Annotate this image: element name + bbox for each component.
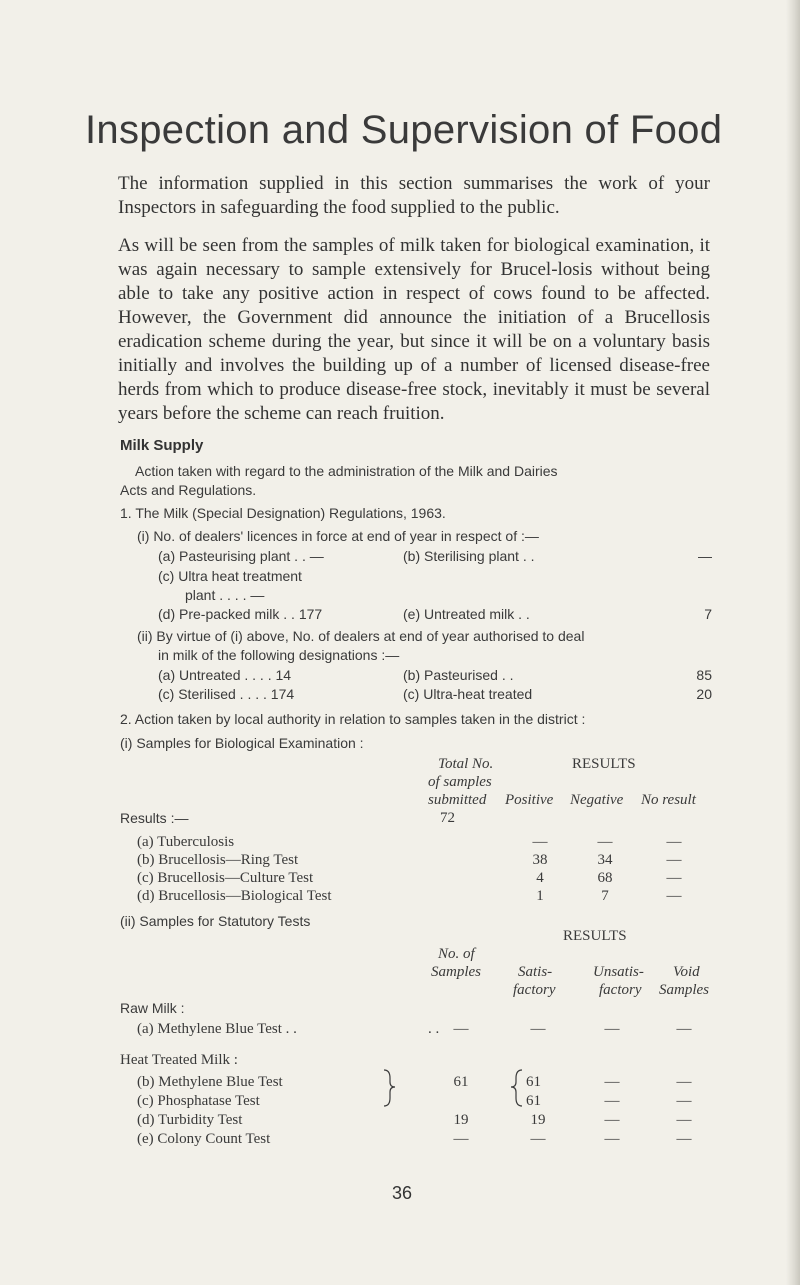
negative-cell: 68 [597, 870, 613, 886]
void-cell: — [676, 1112, 692, 1128]
page-edge-shadow [786, 0, 800, 1285]
negative-cell: — [597, 834, 613, 850]
right-brace-glyph [384, 1070, 395, 1106]
regulations-title: 1. The Milk (Special Designation) Regulations, 1963. [120, 505, 446, 521]
col-unsatisfactory-line-1: Unsatis- [593, 964, 644, 980]
statutory-tests-heading: (ii) Samples for Statutory Tests [120, 913, 311, 929]
no-result-cell: — [666, 852, 682, 868]
untreated-row: (a) Untreated . . . . 14 [158, 667, 292, 683]
biological-exam-heading: (i) Samples for Biological Examination : [120, 735, 364, 751]
no-of-samples-cell: — [453, 1131, 469, 1147]
col-total-no-line-2: of samples [428, 774, 492, 790]
negative-cell: 7 [601, 888, 609, 904]
satisfactory-cell: 61 [526, 1074, 541, 1090]
unsatisfactory-cell: — [604, 1131, 620, 1147]
positive-cell: 38 [532, 852, 548, 868]
satisfactory-cell: — [530, 1021, 546, 1037]
positive-cell: — [532, 834, 548, 850]
col-satisfactory-line-1: Satis- [518, 964, 553, 980]
left-brace-glyph [511, 1070, 522, 1106]
satisfactory-cell: 19 [530, 1112, 546, 1128]
unsatisfactory-cell: — [604, 1074, 620, 1090]
row-label: (c) Brucellosis—Culture Test [137, 870, 314, 886]
row-label: (d) Turbidity Test [137, 1112, 243, 1128]
total-samples-value: 72 [440, 810, 455, 826]
page-title: Inspection and Supervision of Food [85, 108, 723, 152]
col-no-of-line-1: No. of [438, 946, 475, 962]
row-label: (d) Brucellosis—Biological Test [137, 888, 332, 904]
col-negative: Negative [570, 792, 624, 808]
row-label: (c) Phosphatase Test [137, 1093, 260, 1109]
col-void-line-2: Samples [659, 982, 709, 998]
negative-cell: 34 [597, 852, 613, 868]
void-cell: — [676, 1074, 692, 1090]
row-label: (b) Methylene Blue Test [137, 1074, 283, 1090]
no-result-cell: — [666, 834, 682, 850]
ultra-heat-treated-label: (c) Ultra-heat treated [403, 686, 533, 702]
col-total-no-line-1: Total No. [438, 756, 494, 772]
statutory-results-header: RESULTS [563, 928, 627, 944]
void-cell: — [676, 1021, 692, 1037]
unsatisfactory-cell: — [604, 1093, 620, 1109]
col-no-of-line-2: Samples [431, 964, 481, 980]
intro-paragraph-1: The information supplied in this section summarises the work of your Inspectors in safeguarding the food supplied to the public. [118, 173, 710, 218]
row-label: (b) Brucellosis—Ring Test [137, 852, 299, 868]
unsatisfactory-cell: — [604, 1021, 620, 1037]
row-label: (a) Tuberculosis [137, 834, 235, 850]
pasteurised-label: (b) Pasteurised . . [403, 667, 514, 683]
results-header: RESULTS [572, 756, 636, 772]
milk-supply-heading: Milk Supply [120, 437, 204, 454]
col-unsatisfactory-line-2: factory [599, 982, 642, 998]
col-satisfactory-line-2: factory [513, 982, 556, 998]
section-2-heading: 2. Action taken by local authority in relation to samples taken in the district : [120, 711, 586, 727]
col-total-no-line-3: submitted [428, 792, 487, 808]
no-of-samples-cell: 61 [453, 1074, 469, 1090]
raw-milk-label: Raw Milk : [120, 1000, 185, 1016]
designations-line-1: (ii) By virtue of (i) above, No. of dealers at end of year authorised to deal [137, 628, 585, 644]
ultra-heat-label-1: (c) Ultra heat treatment [158, 568, 302, 584]
row-label: (e) Colony Count Test [137, 1131, 271, 1147]
ultra-heat-treated-value: 20 [696, 686, 712, 702]
positive-cell: 1 [536, 888, 544, 904]
no-result-cell: — [666, 870, 682, 886]
no-result-cell: — [666, 888, 682, 904]
satisfactory-cell: 61 [526, 1093, 541, 1109]
no-of-samples-cell: — [453, 1021, 469, 1037]
untreated-milk-value: 7 [704, 606, 712, 622]
col-positive: Positive [505, 792, 554, 808]
untreated-milk-label: (e) Untreated milk . . [403, 606, 530, 622]
row-label: (a) Methylene Blue Test . . [137, 1021, 297, 1037]
milk-intro-line-1: Action taken with regard to the administration of the Milk and Dairies [135, 463, 558, 479]
unsatisfactory-cell: — [604, 1112, 620, 1128]
intro-paragraph-2: As will be seen from the samples of milk taken for biological examination, it was again necessary to sample extensively for Brucel-losis without being able to take any positive action in respect of cows found to be affected. However, the Government did announce the initiation of a Brucellosis eradication scheme during the year, but since it will be on a voluntary basis initially and involves the building up of a number of licensed disease-free herds from which to produce disease-free stock, inevitably it must be several years before the scheme can reach fruition. [118, 235, 710, 424]
void-cell: — [676, 1093, 692, 1109]
positive-cell: 4 [536, 870, 544, 886]
licences-heading: (i) No. of dealers' licences in force at end of year in respect of :— [137, 528, 539, 544]
designations-line-2: in milk of the following designations :— [158, 647, 400, 663]
ultra-heat-label-2: plant . . . . — [185, 587, 265, 603]
pre-packed-milk-row: (d) Pre-packed milk . . 177 [158, 606, 323, 622]
sterilised-row: (c) Sterilised . . . . 174 [158, 686, 295, 702]
milk-intro-line-2: Acts and Regulations. [120, 482, 257, 498]
no-of-samples-cell: 19 [453, 1112, 469, 1128]
sterilising-plant-label: (b) Sterilising plant . . [403, 548, 535, 564]
sterilising-plant-value: — [698, 548, 712, 564]
heat-treated-milk-label: Heat Treated Milk : [120, 1052, 238, 1068]
col-void-line-1: Void [673, 964, 700, 980]
satisfactory-cell: — [530, 1131, 546, 1147]
pasteurised-value: 85 [696, 667, 712, 683]
col-no-result: No result [641, 792, 696, 808]
results-label: Results :— [120, 810, 189, 826]
pasteurising-plant-row: (a) Pasteurising plant . . — [158, 548, 324, 564]
row-leader-dots: . . [428, 1021, 440, 1037]
void-cell: — [676, 1131, 692, 1147]
page-number: 36 [392, 1183, 413, 1203]
